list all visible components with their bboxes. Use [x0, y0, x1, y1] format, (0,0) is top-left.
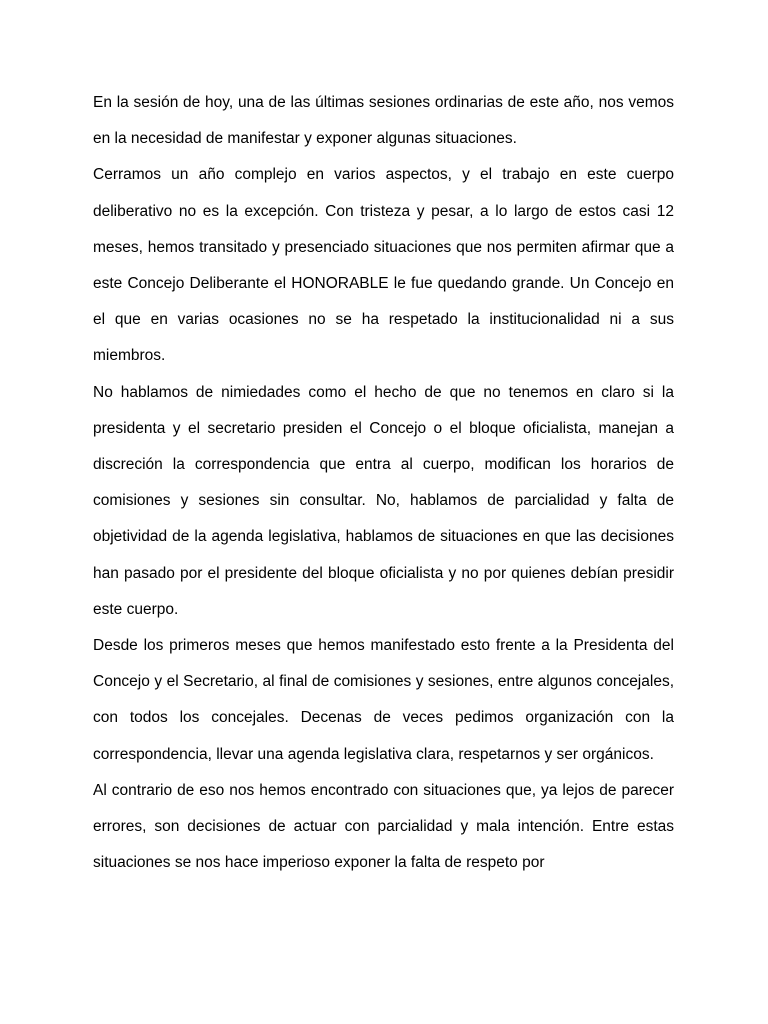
document-body	[93, 85, 674, 881]
paragraph-3: No hablamos de nimiedades como el hecho de que no tenemos en claro si la presidenta y el secretario presiden el Concejo o el bloque oficialista, manejan a discreción la correspondencia que entra al cuerpo, modifican los horarios de comisiones y sesiones sin consultar. No, hablamos de parcialidad y falta de objetividad de la agenda legislativa, hablamos de situaciones en que las decisiones han pasado por el presidente del bloque oficialista y no por quienes debían presidir este cuerpo.	[93, 383, 674, 618]
paragraph-4: Desde los primeros meses que hemos manifestado esto frente a la Presidenta del Concejo y el Secretario, al final de comisiones y sesiones, entre algunos concejales, con todos los concejales. Decenas de veces pedimos organización con la correspondencia, llevar una agenda legislativa clara, respetarnos y ser orgánicos.	[93, 637, 674, 763]
paragraph-5: Al contrario de eso nos hemos encontrado con situaciones que, ya lejos de parecer errores, son decisiones de actuar con parcialidad y mala intención. Entre estas situaciones se nos hace imperioso exponer la falta de respeto por	[93, 781, 674, 872]
paragraph-2: Cerramos un año complejo en varios aspectos, y el trabajo en este cuerpo deliberativo no es la excepción. Con tristeza y pesar, a lo largo de estos casi 12 meses, hemos transitado y presenciado situaciones que nos permiten afirmar que a este Concejo Deliberante el HONORABLE le fue quedando grande. Un Concejo en el que en varias ocasiones no se ha respetado la institucionalidad ni a sus miembros.	[93, 166, 674, 365]
paragraph-1: En la sesión de hoy, una de las últimas sesiones ordinarias de este año, nos vemos en la necesidad de manifestar y exponer algunas situaciones.	[93, 94, 674, 148]
